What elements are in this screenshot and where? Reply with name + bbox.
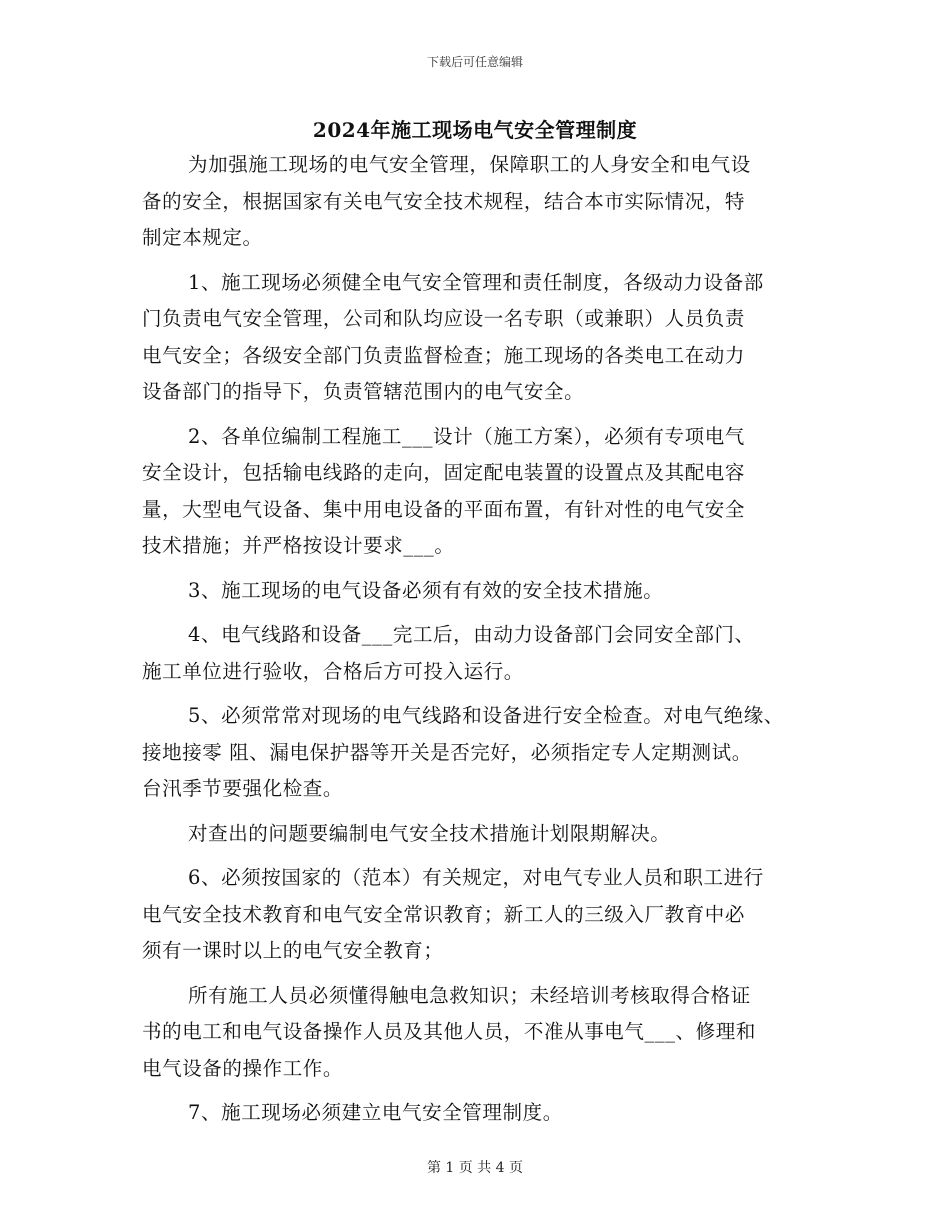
paragraph-line: 1、施工现场必须健全电气安全管理和责任制度，各级动力设备部: [188, 270, 764, 294]
paragraph-line: 须有一课时以上的电气安全教育；: [142, 939, 444, 962]
paragraph-line: 台汛季节要强化检查。: [142, 777, 344, 800]
paragraph-item-4: [142, 620, 810, 693]
paragraph-item-3: [142, 576, 810, 613]
paragraph-item-2: [142, 422, 810, 568]
paragraph-intro: [142, 150, 810, 260]
paragraph-line: 制定本规定。: [142, 226, 263, 249]
paragraph-line: 2、各单位编制工程施工___设计（施工方案），必须有专项电气: [188, 424, 745, 448]
paragraph-line: 门负责电气安全管理，公司和队均应设一名专职（或兼职）人员负责: [142, 307, 746, 330]
paragraph-line: 书的电工和电气设备操作人员及其他人员，不准从事电气___、修理和: [142, 1020, 756, 1043]
paragraph-line: 对查出的问题要编制电气安全技术措施计划限期解决。: [188, 821, 671, 845]
paragraph-line: 电气设备的操作工作。: [142, 1056, 344, 1080]
paragraph-line: 电气安全；各级安全部门负责监督检查；施工现场的各类电工在动力: [142, 343, 746, 367]
document-body: [142, 150, 810, 1135]
page-number: 第 1 页 共 4 页: [426, 1160, 524, 1176]
paragraph-line: 量，大型电气设备、集中用电设备的平面布置，有针对性的电气安全: [142, 497, 746, 521]
paragraph-line: 电气安全技术教育和电气安全常识教育；新工人的三级入厂教育中必: [142, 902, 746, 926]
paragraph-item-5: [142, 701, 810, 811]
paragraph-line: 为加强施工现场的电气安全管理，保障职工的人身安全和电气设: [188, 153, 751, 176]
paragraph-item-1: [142, 268, 810, 414]
paragraph-line: 技术措施；并严格按设计要求___。: [142, 534, 455, 557]
page-header-note: 下载后可任意编辑: [426, 55, 523, 69]
paragraph-line: 设备部门的指导下，负责管辖范围内的电气安全。: [142, 380, 585, 403]
paragraph-followup: [142, 819, 810, 856]
paragraph-training: [142, 981, 810, 1091]
paragraph-line: 7、施工现场必须建立电气安全管理制度。: [188, 1101, 563, 1124]
paragraph-line: 5、必须常常对现场的电气线路和设备进行安全检查。对电气绝缘、: [188, 704, 784, 727]
paragraph-item-6: [142, 863, 810, 973]
document-title: 2024年施工现场电气安全管理制度: [312, 118, 638, 142]
paragraph-line: 接地接零 阻、漏电保护器等开关是否完好，必须指定专人定期测试。: [142, 740, 752, 764]
paragraph-line: 所有施工人员必须懂得触电急救知识；未经培训考核取得合格证: [188, 983, 751, 1007]
paragraph-line: 安全设计，包括输电线路的走向，固定配电装置的设置点及其配电容: [142, 461, 746, 484]
paragraph-line: 施工单位进行验收，合格后方可投入运行。: [142, 659, 524, 683]
paragraph-item-7: [142, 1098, 810, 1135]
paragraph-line: 6、必须按国家的（范本）有关规定，对电气专业人员和职工进行: [188, 866, 764, 889]
paragraph-line: 4、电气线路和设备___完工后，由动力设备部门会同安全部门、: [188, 623, 755, 646]
paragraph-line: 3、施工现场的电气设备必须有有效的安全技术措施。: [188, 578, 664, 602]
paragraph-line: 备的安全，根据国家有关电气安全技术规程，结合本市实际情况，特: [142, 189, 746, 213]
